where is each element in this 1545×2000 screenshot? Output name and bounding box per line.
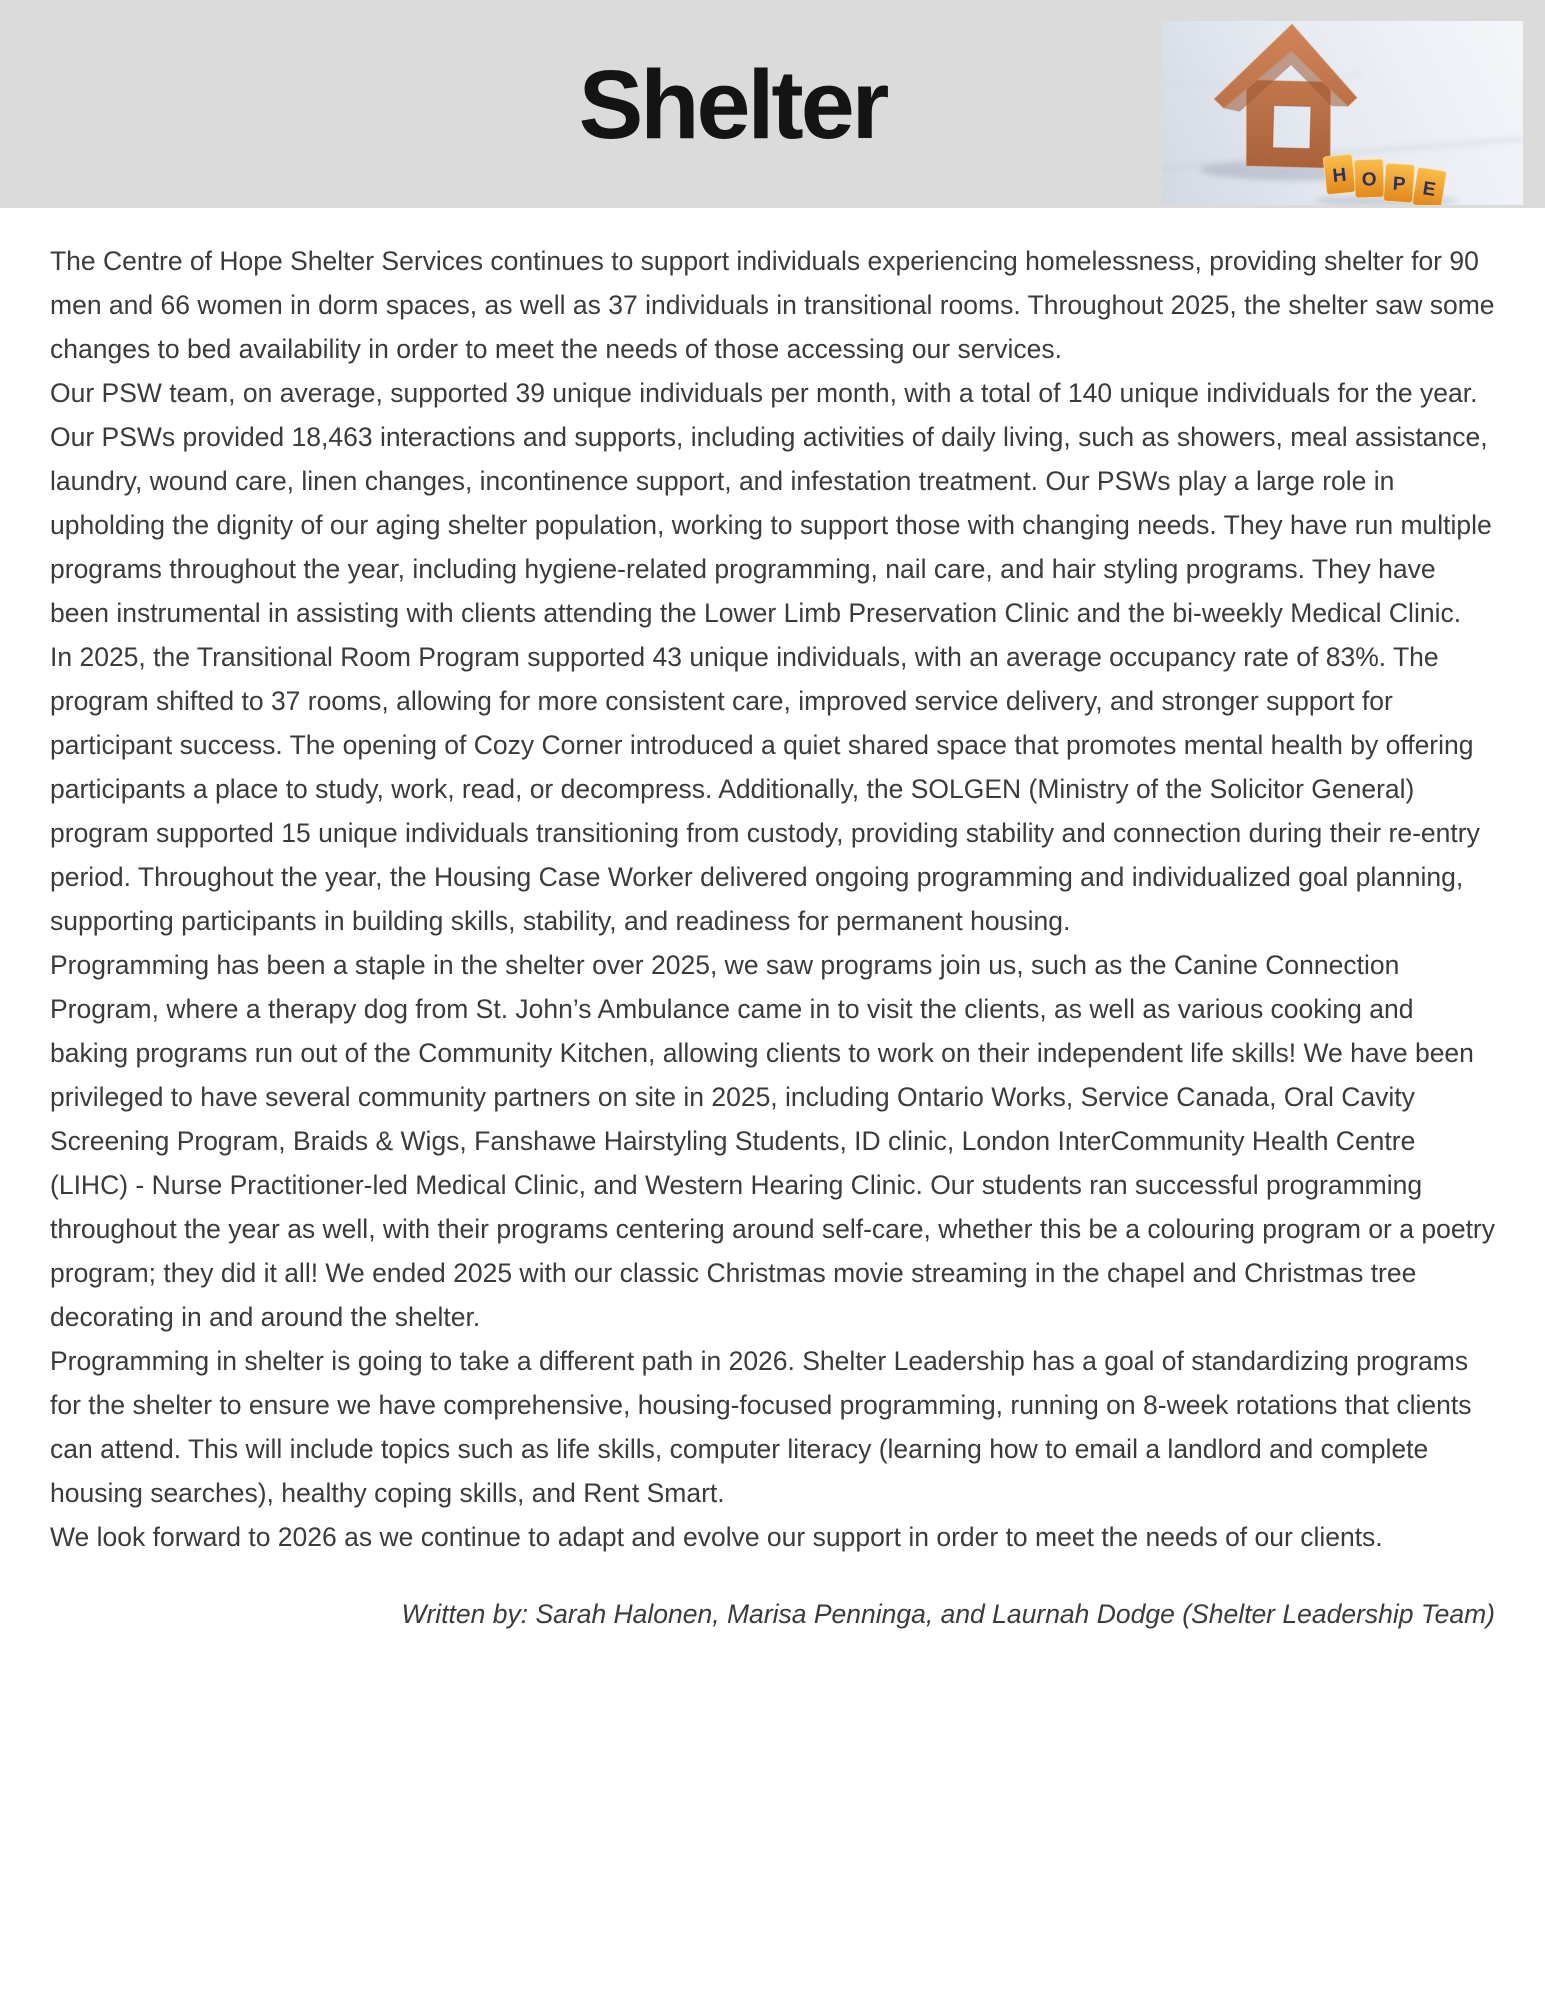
body-paragraph: Programming has been a staple in the shelter over 2025, we saw programs join us, such as the Canine Connection Program, where a therapy dog from St. John’s Ambulance came in to visit the clients, as well as various cooking and baking programs run out of the Community Kitchen, allowing clients to work on their independent life skills! We have been privileged to have several community partners on site in 2025, including Ontario Works, Service Canada, Oral Cavity Screening Program, Braids & Wigs, Fanshawe Hairstyling Students, ID clinic, London InterCommunity Health Centre (LIHC) - Nurse Practitioner-led Medical Clinic, and Western Hearing Clinic. Our students ran successful programming throughout the year as well, with their programs centering around self-care, whether this be a colouring program or a poetry program; they did it all! We ended 2025 with our classic Christmas movie streaming in the chapel and Christmas tree decorating in and around the shelter. — [50, 950, 1496, 1332]
hope-tile-letter: O — [1361, 169, 1377, 191]
body-paragraph: Our PSW team, on average, supported 39 unique individuals per month, with a total of 140 unique individuals for the year. Our PSWs provided 18,463 interactions and supports, including activities of daily living, such as showers, meal assistance, laundry, wound care, linen changes, incontinence support, and infestation treatment. Our PSWs play a large role in upholding the dignity of our aging shelter population, working to support those with changing needs. They have run multiple programs throughout the year, including hygiene-related programming, nail care, and hair styling programs. They have been instrumental in assisting with clients attending the Lower Limb Preservation Clinic and the bi-weekly Medical Clinic. — [50, 378, 1492, 628]
body-paragraph: In 2025, the Transitional Room Program supported 43 unique individuals, with an average occupancy rate of 83%. The program shifted to 37 rooms, allowing for more consistent care, improved service delivery, and stronger support for participant success. The opening of Cozy Corner introduced a quiet shared space that promotes mental health by offering participants a place to study, work, read, or decompress. Additionally, the SOLGEN (Ministry of the Solicitor General) program supported 15 unique individuals transitioning from custody, providing stability and connection during their re-entry period. Throughout the year, the Housing Case Worker delivered ongoing programming and individualized goal planning, supporting participants in building skills, stability, and readiness for permanent housing. — [50, 642, 1480, 936]
house-window — [1273, 106, 1311, 149]
hope-tile-letter: E — [1421, 178, 1438, 201]
hope-tile-letter: H — [1331, 164, 1348, 188]
hope-tile-letter: P — [1391, 173, 1407, 196]
byline: Written by: Sarah Halonen, Marisa Penninga, and Laurnah Dodge (Shelter Leadership Team) — [401, 1599, 1495, 1629]
body-paragraph: We look forward to 2026 as we continue to adapt and evolve our support in order to meet the needs of our clients. — [50, 1522, 1383, 1552]
header-band — [0, 0, 1545, 208]
article-body — [0, 208, 1545, 1636]
hope-tile — [1354, 159, 1384, 198]
page-title: Shelter — [578, 49, 887, 159]
body-paragraph: Programming in shelter is going to take a different path in 2026. Shelter Leadership has a goal of standardizing programs for the shelter to ensure we have comprehensive, housing-focused programming, running on 8-week rotations that clients can attend. This will include topics such as life skills, computer literacy (learning how to email a landlord and complete housing searches), healthy coping skills, and Rent Smart. — [50, 1346, 1472, 1508]
hope-tile — [1412, 167, 1447, 205]
body-paragraph: The Centre of Hope Shelter Services continues to support individuals experiencing homelessness, providing shelter for 90 men and 66 women in dorm spaces, as well as 37 individuals in transitional rooms. Throughout 2025, the shelter saw some changes to bed availability in order to meet the needs of those accessing our services. — [50, 246, 1495, 364]
hope-tile — [1323, 154, 1356, 195]
hope-tile — [1383, 163, 1415, 203]
hope-house-photo — [1162, 21, 1523, 205]
